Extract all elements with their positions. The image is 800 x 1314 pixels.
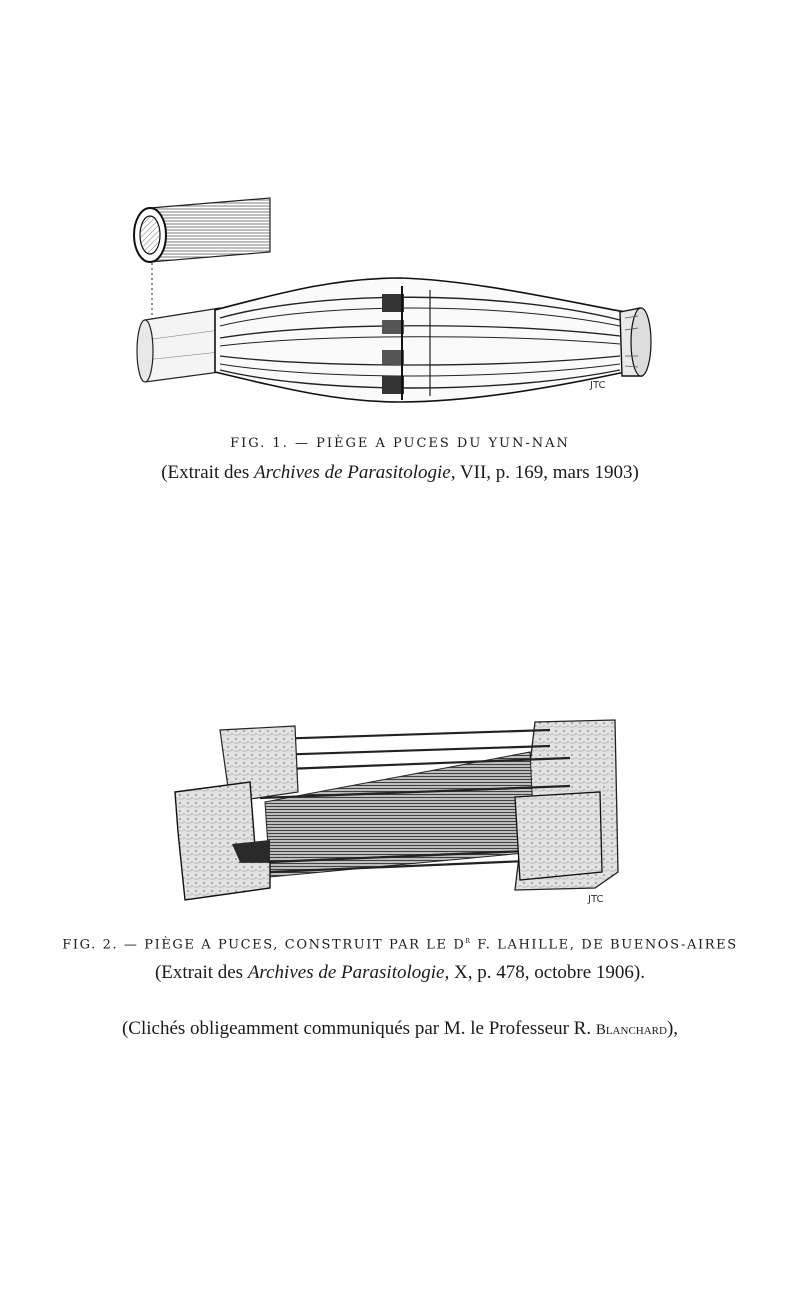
credit-suffix: ), bbox=[666, 1018, 679, 1039]
figure-2-source-suffix: X, p. 478, octobre 1906). bbox=[453, 962, 646, 983]
figure-1-title: FIG. 1. — PIÈGE A PUCES DU YUN-NAN bbox=[230, 436, 570, 451]
figure-1-source bbox=[0, 462, 800, 484]
figure-1-source-journal: Archives de Parasitologie, bbox=[254, 462, 456, 483]
credit-name: Blanchard bbox=[595, 1022, 667, 1038]
figure-2-title-prefix: FIG. 2. — PIÈGE A PUCES, CONSTRUIT PAR LE D bbox=[62, 937, 466, 953]
figure-1-illustration bbox=[120, 190, 660, 420]
figure-2-monogram: JTC bbox=[588, 894, 604, 905]
figure-1-source-prefix: (Extrait des bbox=[161, 462, 250, 483]
figure-2-illustration bbox=[170, 712, 630, 912]
figure-2-source-journal: Archives de Parasitologie, bbox=[247, 962, 450, 983]
figure-2-title-suffix: F. LAHILLE, DE BUENOS-AIRES bbox=[471, 937, 738, 953]
figure-2-title-sup: r bbox=[465, 936, 472, 946]
figure-2-source-prefix: (Extrait des bbox=[154, 962, 244, 983]
figure-1-monogram: JTC bbox=[590, 380, 606, 391]
trap-body bbox=[137, 278, 651, 402]
figure-2-source bbox=[0, 962, 800, 984]
figure-2-title bbox=[0, 936, 800, 952]
credit-line bbox=[0, 1018, 800, 1040]
credit-prefix: (Clichés obligeamment communiqués par M. le Professeur R. bbox=[121, 1018, 592, 1039]
figure-1-source-suffix: VII, p. 169, mars 1903) bbox=[459, 462, 639, 483]
